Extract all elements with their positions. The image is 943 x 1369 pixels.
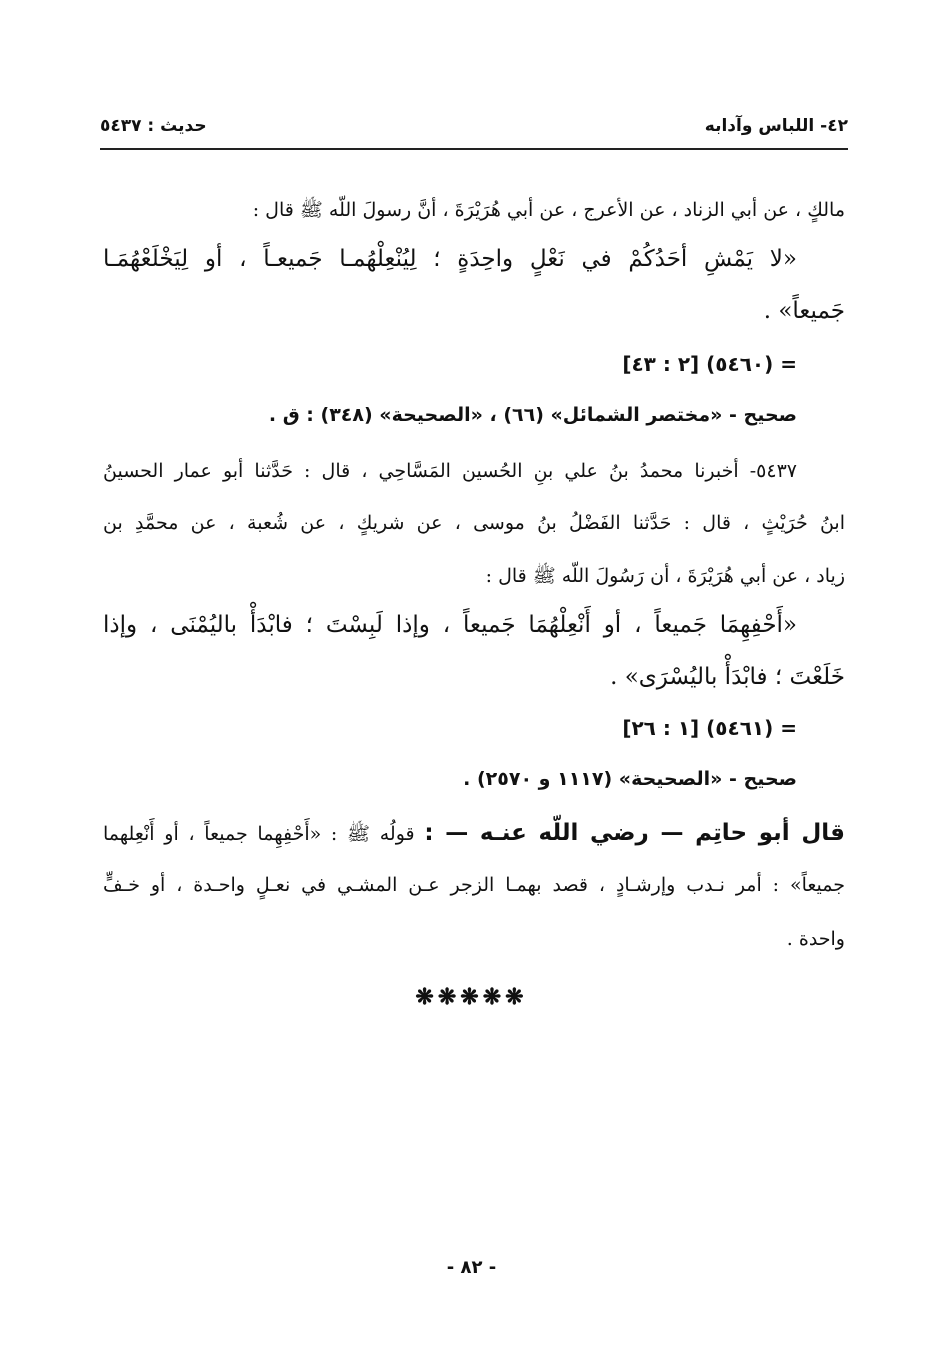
- section-separator: ❋❋❋❋❋: [415, 984, 528, 1010]
- grading-note: صحيح - «مختصر الشمائل» (٦٦) ، «الصحيحة» (٣٤٨) : ق .: [268, 404, 797, 426]
- hadith-range: حديث : ٥٤٣٧: [100, 116, 207, 136]
- commentary-attribution: قال أبو حاتِم — رضي اللّه عنـه — :: [424, 820, 845, 846]
- cross-reference: = (٥٤٦٠) [٢ : ٤٣]: [622, 352, 797, 376]
- matn-line: «أَحْفِهِمَا جَميعاً ، أو أَنْعِلْهُمَا جَميعاً ، وإذا لَبِسْتَ ؛ فابْدَأْ باليُمْنَى ، وإذا: [103, 612, 797, 638]
- isnad-line: ٥٤٣٧- أخبرنا محمدُ بنُ علي بنِ الحُسين المَسَّاحِي ، قال : حَدَّثنا أبو عمار الحسينُ: [103, 460, 797, 482]
- commentary-line: [103, 820, 845, 850]
- commentary-line: جميعاً» : أمر نـدب وإرشـادٍ ، قصد بهمـا الزجر عـن المشـي في نعـلٍ واحـدة ، أو خـفٍّ: [103, 874, 845, 896]
- isnad-line: ابنُ حُرَيْثٍ ، قال : حَدَّثنا الفَضْلُ بنُ موسى ، عن شريكٍ ، عن شُعبة ، عن محمَّدِ بن: [103, 512, 845, 534]
- page-number: - ٨٢ -: [446, 1257, 497, 1278]
- matn-line: خَلَعْتَ ؛ فابْدَأْ باليُسْرَى» .: [610, 664, 845, 690]
- commentary-text: قولُه ﷺ : «أَحْفِهِما جميعاً ، أو أَنْعِلهما: [103, 823, 425, 845]
- isnad-line: زياد ، عن أبي هُرَيْرَةَ ، أن رَسُولَ اللّه ﷺ قال :: [485, 565, 845, 587]
- cross-reference: = (٥٤٦١) [١ : ٢٦]: [622, 716, 797, 740]
- chapter-title: ٤٢- اللباس وآدابه: [704, 116, 848, 136]
- commentary-line: واحدة .: [786, 928, 845, 950]
- page-body: [103, 0, 845, 1369]
- matn-line: «لا يَمْشِ أحَدُكُمْ في نَعْلٍ واحِدَةٍ ؛ لِيُنْعِلْهُمـا جَميعـاً ، أو لِيَخْلَعْهُمَـا: [103, 246, 797, 272]
- grading-note: صحيح - «الصحيحة» (١١١٧ و ٢٥٧٠) .: [463, 768, 797, 790]
- matn-line: جَميعاً» .: [763, 298, 845, 324]
- isnad-line: مالكٍ ، عن أبي الزناد ، عن الأعرج ، عن أبي هُرَيْرَةَ ، أنَّ رسولَ اللّه ﷺ قال :: [252, 199, 845, 221]
